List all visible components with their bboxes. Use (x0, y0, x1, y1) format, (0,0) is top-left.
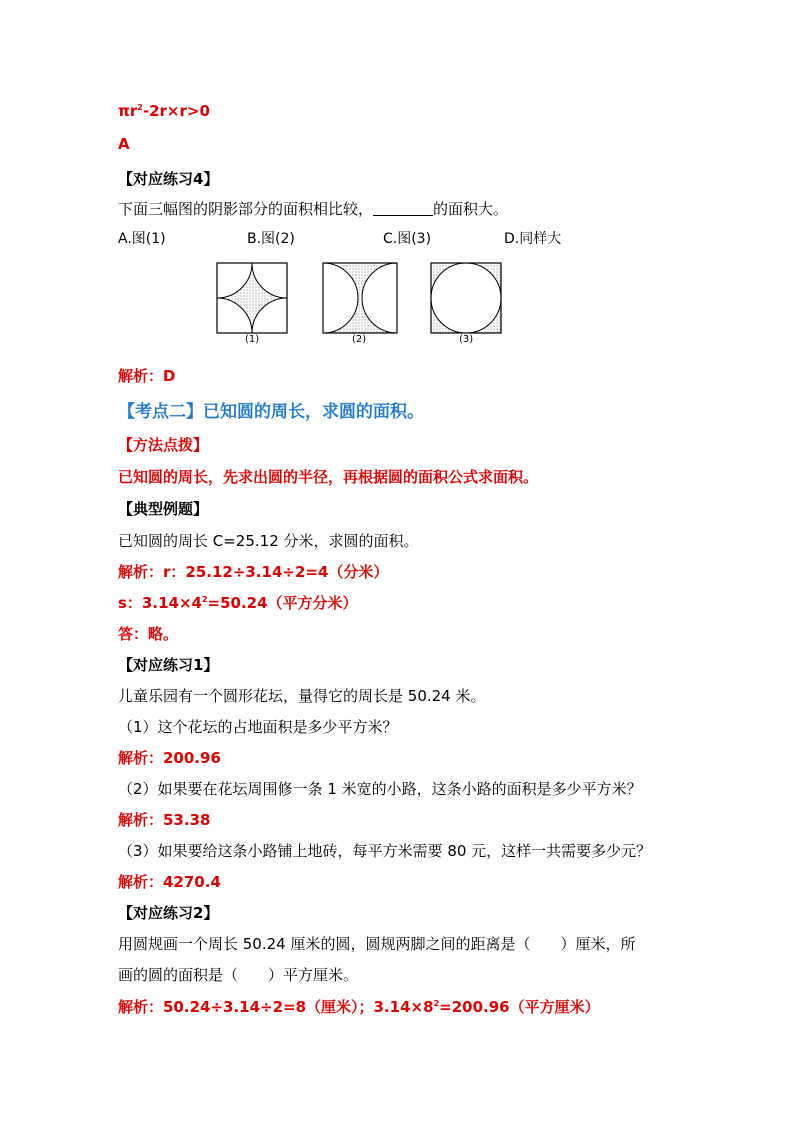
option-a: A.图(1) (118, 231, 166, 247)
example-answer-1: 解析：r：25.12÷3.14÷2=4（分米） (118, 563, 389, 581)
example-answer-2: s：$3.14\times 4^2=50.24$（平方分米） (118, 594, 358, 612)
figure-1 (216, 262, 288, 334)
figure-2 (322, 262, 398, 334)
answer-a: A (118, 135, 130, 153)
ex4-answer: 解析：D (118, 367, 176, 385)
method-text: 已知圆的周长，先求出圆的半径，再根据圆的面积公式求面积。 (118, 468, 539, 486)
figure-3 (430, 262, 502, 334)
ex1-question: 儿童乐园有一个圆形花坛，量得它的周长是 50.24 米。 (118, 687, 486, 705)
ex1-title: 【对应练习1】 (118, 656, 219, 674)
caption-2: (2) (352, 334, 367, 345)
section-title: 【考点二】已知圆的周长，求圆的面积。 (118, 402, 424, 422)
example-question: 已知圆的周长 C=25.12 分米，求圆的面积。 (118, 532, 419, 550)
ex1-a3: 解析：4270.4 (118, 873, 221, 891)
ex4-question: 下面三幅图的阴影部分的面积相比较， 的面积大。 (118, 200, 509, 218)
ex2-answer: 解析：50.24÷3.14÷2=8（厘米）；$3.14\times 8^2=200.96$（平方厘米） (118, 998, 600, 1016)
caption-3: (3) (459, 334, 474, 345)
option-d: D.同样大 (504, 231, 562, 247)
ex2-question-line-2: 画的圆的面积是（ ）平方厘米。 (118, 966, 359, 984)
caption-1: (1) (245, 334, 260, 345)
formula-line: $\pi r^2-2r\times r>0$ (118, 102, 210, 120)
ex1-q2: （2）如果要在花坛周围修一条 1 米宽的小路，这条小路的面积是多少平方米？ (118, 780, 642, 798)
ex4-title: 【对应练习4】 (118, 170, 219, 188)
ex1-a2: 解析：53.38 (118, 811, 211, 829)
option-c: C.图(3) (383, 231, 432, 247)
ex1-a1: 解析：200.96 (118, 749, 221, 767)
ex1-q1: （1）这个花坛的占地面积是多少平方米？ (118, 718, 398, 736)
example-title: 【典型例题】 (118, 500, 209, 518)
ex2-title: 【对应练习2】 (118, 904, 219, 922)
option-b: B.图(2) (247, 231, 295, 247)
method-title: 【方法点拨】 (118, 436, 209, 454)
example-answer-3: 答：略。 (118, 625, 179, 643)
ex2-question-line-1: 用圆规画一个周长 50.24 厘米的圆，圆规两脚之间的距离是（ ）厘米，所 (118, 935, 636, 953)
ex1-q3: （3）如果要给这条小路铺上地砖，每平方米需要 80 元，这样一共需要多少元？ (118, 842, 652, 860)
answer-blank (373, 201, 433, 216)
